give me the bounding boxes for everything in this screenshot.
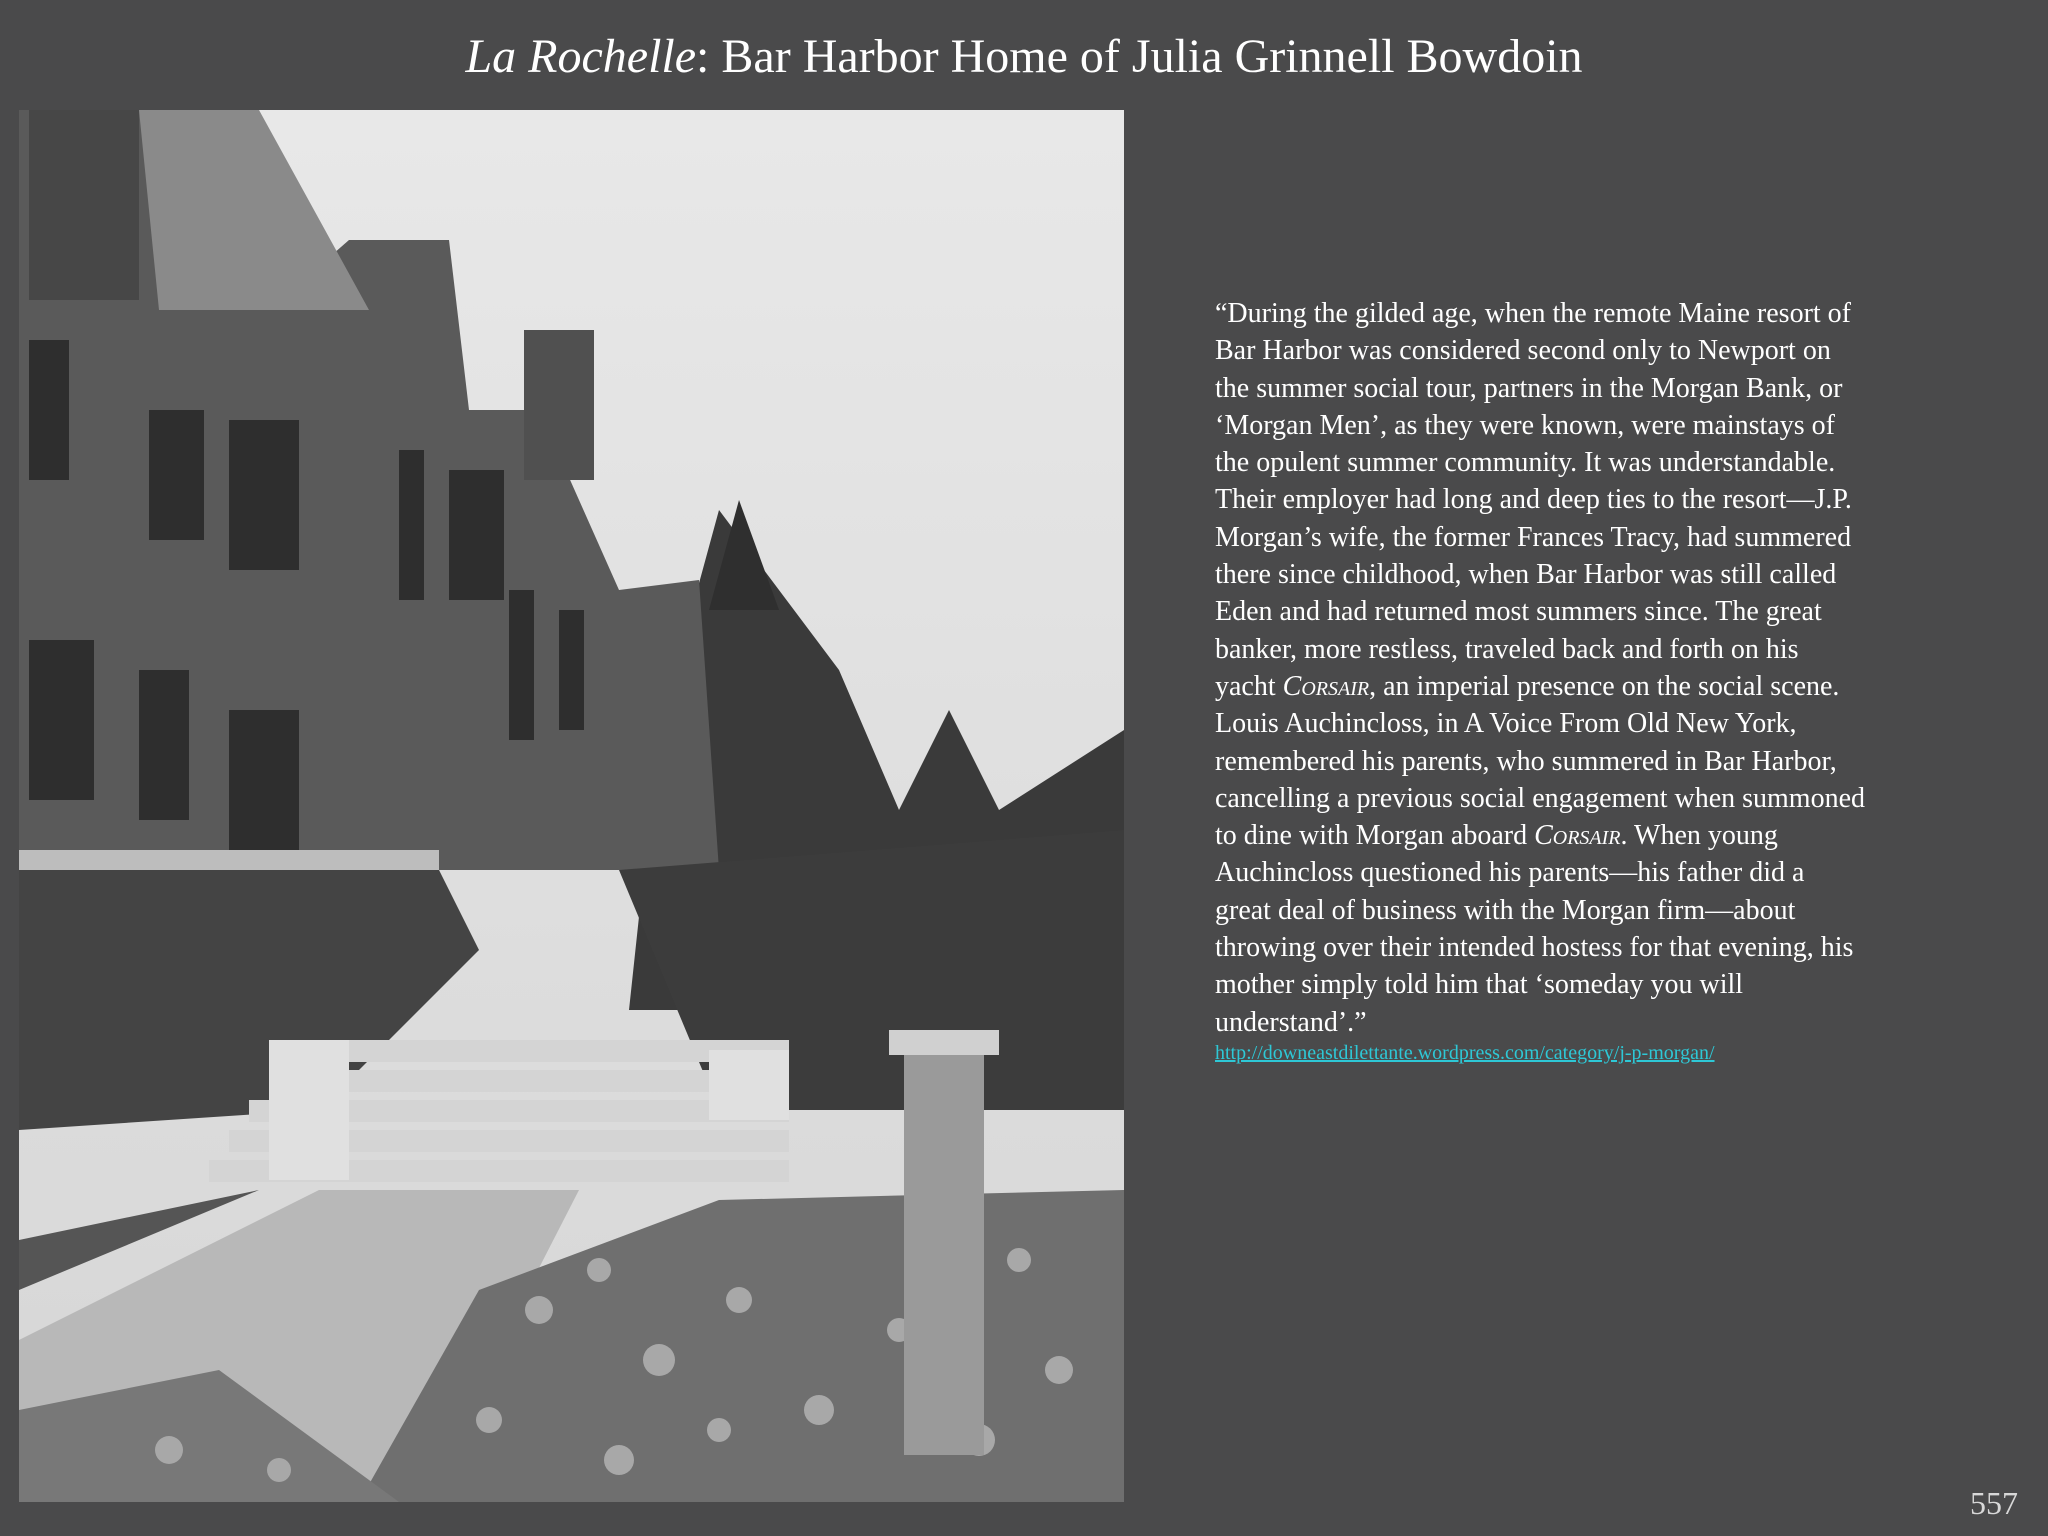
quote-part-1: “During the gilded age, when the remote Maine resort of Bar Harbor was considered second only to Newport on the summer social tour, partners in the Morgan Bank, or ‘Morgan Men’, as they were known, were mainstays of the opulent summer community. It was understandable. Their employer had long and deep ties to the resort—J.P. Morgan’s wife, the former Frances Tracy, had summered there since childhood, when Bar Harbor was still called Eden and had returned most summers since. The great banker, more restless, traveled back and forth on his yacht xyxy=(1215,298,1852,702)
house-photo-illustration xyxy=(19,110,1124,1502)
quote-text xyxy=(1215,295,1865,1041)
slide-title-italic: La Rochelle xyxy=(465,30,697,83)
yacht-name-1: Corsair xyxy=(1282,670,1370,702)
quote-part-3: . When young Auchincloss questioned his parents—his father did a great deal of business with the Morgan firm—about throwing over their intended hostess for that evening, his mother simply told him that ‘someday you will understand’.” xyxy=(1215,820,1854,1038)
slide-title-rest: : Bar Harbor Home of Julia Grinnell Bowdoin xyxy=(696,30,1583,83)
source-link[interactable]: http://downeastdilettante.wordpress.com/category/j-p-morgan/ xyxy=(1215,1041,1715,1064)
yacht-name-2: Corsair xyxy=(1534,820,1621,852)
house-photograph xyxy=(19,110,1124,1502)
quote-part-2: , an imperial presence on the social scene. Louis Auchincloss, in A Voice From Old New York, remembered his parents, who summered in Bar Harbor, cancelling a previous social engagement when summoned to dine with Morgan aboard xyxy=(1215,670,1866,852)
slide-title xyxy=(0,22,2048,92)
quote-block xyxy=(1215,295,1865,1065)
page-number: 557 xyxy=(1970,1485,2018,1521)
